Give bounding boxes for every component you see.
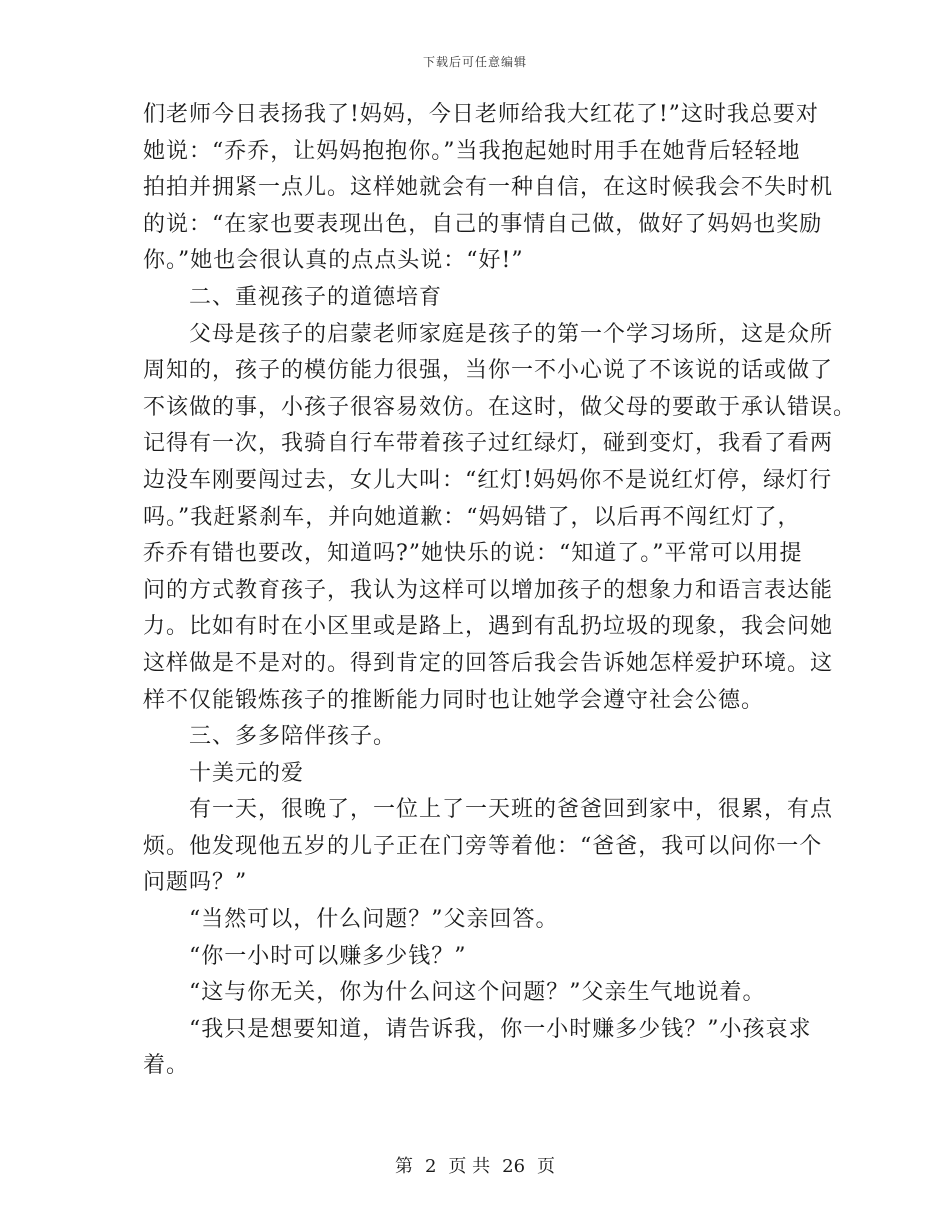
download-note: 下载后可任意编辑 — [422, 55, 527, 69]
footer-prefix: 第 — [394, 1156, 413, 1177]
story-title: 十美元的爱 — [189, 760, 305, 786]
text-line: 力。比如有时在小区里或是路上，遇到有乱扔垃圾的现象，我会问她 — [143, 614, 834, 640]
text-line: 的说：“在家也要表现出色，自己的事情自己做，做好了妈妈也奖励 — [143, 211, 823, 237]
footer-suffix: 页 — [537, 1156, 556, 1177]
dialogue-line: “这与你无关，你为什么问这个问题？”父亲生气地说着。 — [189, 980, 766, 1006]
text-line: 样不仅能锻炼孩子的推断能力同时也让她学会遵守社会公德。 — [143, 687, 765, 713]
text-line: 烦。他发现他五岁的儿子正在门旁等着他：“爸爸，我可以问你一个 — [143, 833, 823, 859]
text-line: 她说：“乔乔，让妈妈抱抱你。”当我抱起她时用手在她背后轻轻地 — [143, 138, 801, 164]
footer-middle: 页 共 — [448, 1156, 491, 1177]
text-line: 们老师今日表扬我了!妈妈，今日老师给我大红花了!”这时我总要对 — [143, 102, 819, 127]
text-line: 着。 — [143, 1053, 190, 1079]
text-line: 不该做的事，小孩子很容易效仿。在这时，做父母的要敢于承认错误。 — [143, 394, 857, 420]
text-line: 记得有一次，我骑自行车带着孩子过红绿灯，碰到变灯，我看了看两 — [143, 431, 834, 457]
paragraph-start: 有一天，很晚了，一位上了一天班的爸爸回到家中，很累，有点 — [189, 797, 834, 823]
dialogue-line: “当然可以，什么问题？”父亲回答。 — [189, 907, 559, 933]
section-heading: 三、多多陪伴孩子。 — [189, 724, 397, 750]
text-line: 乔乔有错也要改，知道吗?”她快乐的说：“知道了。”平常可以用提 — [143, 541, 803, 567]
text-line: 这样做是不是对的。得到肯定的回答后我会告诉她怎样爱护环境。这 — [143, 650, 834, 676]
text-line: 问题吗？” — [143, 870, 248, 896]
text-line: 你。”她也会很认真的点点头说：“好!” — [143, 248, 524, 274]
dialogue-line: “你一小时可以赚多少钱？” — [189, 943, 467, 969]
text-line: 边没车刚要闯过去，女儿大叫：“红灯!妈妈你不是说红灯停，绿灯行 — [143, 467, 833, 493]
page-footer — [0, 1152, 950, 1178]
dialogue-line: “我只是想要知道，请告诉我，你一小时赚多少钱？”小孩哀求 — [189, 1016, 812, 1042]
text-line: 问的方式教育孩子，我认为这样可以增加孩子的想象力和语言表达能 — [143, 577, 834, 603]
page-number: 2 — [424, 1156, 437, 1177]
paragraph-start: 父母是孩子的启蒙老师家庭是孩子的第一个学习场所，这是众所 — [189, 321, 834, 347]
text-line: 周知的，孩子的模仿能力很强，当你一不小心说了不该说的话或做了 — [143, 358, 834, 384]
document-body — [143, 97, 857, 1085]
text-line: 拍拍并拥紧一点儿。这样她就会有一种自信，在这时候我会不失时机 — [143, 175, 834, 201]
text-line: 吗。”我赶紧刹车，并向她道歉：“妈妈错了，以后再不闯红灯了， — [143, 504, 801, 530]
section-heading: 二、重视孩子的道德培育 — [189, 284, 443, 310]
total-pages: 26 — [502, 1156, 526, 1177]
